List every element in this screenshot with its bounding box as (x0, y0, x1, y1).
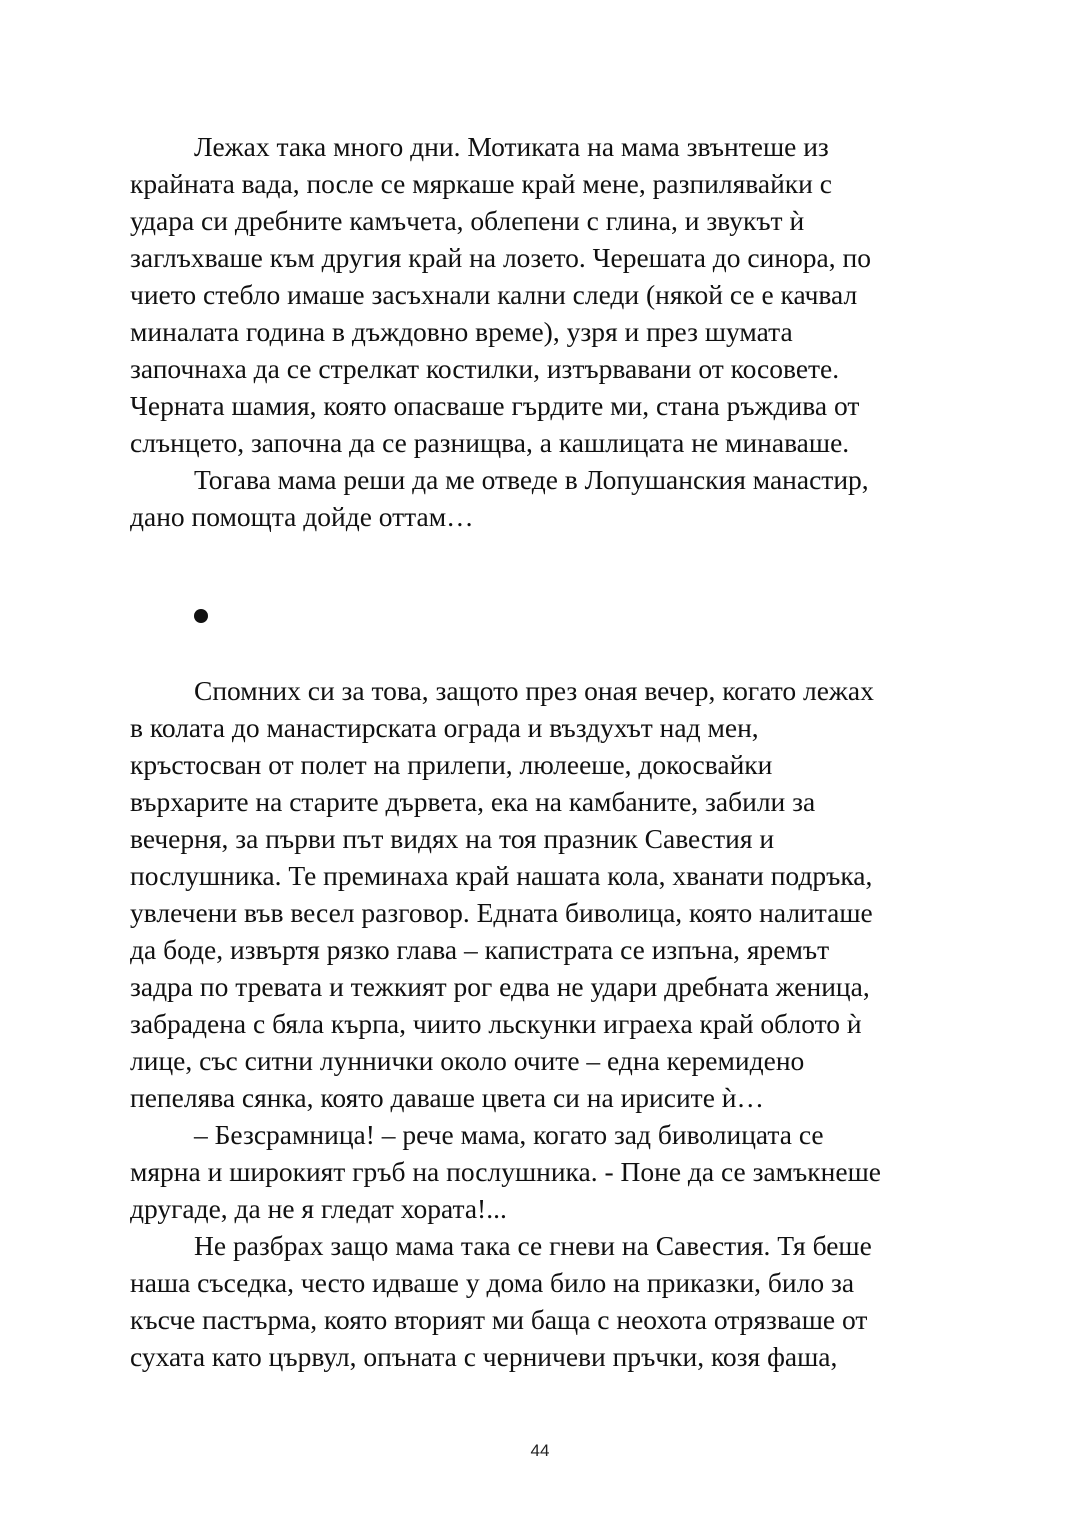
text-line: – Безсрамница! – рече мама, когато зад биволицата се (194, 1119, 824, 1150)
text-line: в колата до манастирската ограда и въздухът над мен, (130, 712, 759, 743)
text-line: Черната шамия, която опасваше гърдите ми, стана ръждива от (130, 390, 860, 421)
text-line: пепелява сянка, която даваше цвета си на ирисите ѝ… (130, 1082, 764, 1113)
text-line: наша съседка, често идваше у дома било на приказки, било за (130, 1267, 855, 1298)
text-line: да боде, извъртя рязко глава – капистрата се изпъна, яремът (130, 934, 830, 965)
page-number: 44 (530, 1441, 550, 1460)
text-line: започнаха да се стрелкат костилки, изтървавани от косовете. (130, 353, 840, 384)
text-line: Тогава мама реши да ме отведе в Лопушанския манастир, (194, 464, 869, 495)
text-line: Лежах така много дни. Мотиката на мама звънтеше из (194, 131, 829, 162)
text-line: сухата като цървул, опъната с черничеви пръчки, козя фаша, (130, 1341, 838, 1372)
paragraph (130, 672, 960, 1116)
text-line: слънцето, започна да се разнищва, а кашлицата не минаваше. (130, 427, 850, 458)
text-line: послушника. Те преминаха край нашата кола, хванати подръка, (130, 860, 873, 891)
section-separator-bullet (194, 609, 208, 623)
text-line: кръстосван от полет на прилепи, люлееше, докосвайки (130, 749, 773, 780)
text-line: чието стебло имаше засъхнали кални следи (някой се е качвал (130, 279, 858, 310)
text-line: вечерня, за първи път видях на тоя празник Савестия и (130, 823, 775, 854)
text-line: върхарите на старите дървета, ека на камбаните, забили за (130, 786, 816, 817)
text-section-2 (130, 672, 960, 1375)
paragraph (130, 461, 960, 535)
text-line: задра по тревата и тежкият рог едва не удари дребната женица, (130, 971, 870, 1002)
text-line: Спомних си за това, защото през оная вечер, когато лежах (194, 675, 874, 706)
text-line: късче пастърма, която вторият ми баща с неохота отрязваше от (130, 1304, 868, 1335)
text-line: миналата година в дъждовно време), узря и през шумата (130, 316, 793, 347)
text-line: Не разбрах защо мама така се гневи на Савестия. Тя беше (194, 1230, 872, 1261)
text-line: увлечени във весел разговор. Едната биволица, която налиташе (130, 897, 873, 928)
text-line: мярна и широкият гръб на послушника. - Поне да се замъкнеше (130, 1156, 881, 1187)
paragraph (130, 128, 960, 461)
text-line: забрадена с бяла кърпа, чиито льскунки играеха край облото ѝ (130, 1008, 862, 1039)
text-line: удара си дребните камъчета, облепени с глина, и звукът ѝ (130, 205, 805, 236)
text-line: другаде, да не я гледат хората!... (130, 1193, 507, 1224)
text-line: заглъхваше към другия край на лозето. Черешата до синора, по (130, 242, 871, 273)
text-line: дано помощта дойде оттам… (130, 501, 474, 532)
paragraph (130, 1227, 960, 1375)
paragraph (130, 1116, 960, 1227)
text-line: крайната вада, после се мяркаше край мене, разпилявайки с (130, 168, 832, 199)
text-section-1 (130, 128, 960, 535)
text-line: лице, със ситни луннички около очите – една керемидено (130, 1045, 805, 1076)
